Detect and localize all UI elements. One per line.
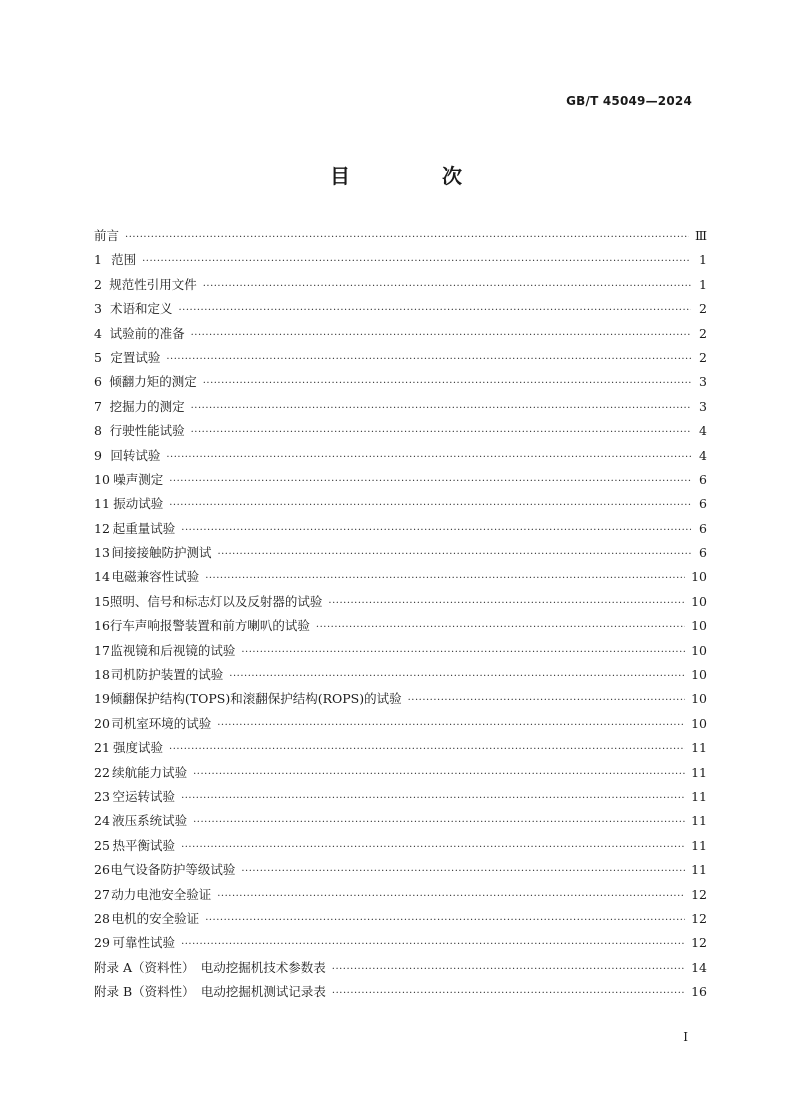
toc-entry[interactable] (94, 860, 707, 884)
toc-entry-page: 11 (691, 764, 707, 780)
toc-entry-number: 24 (94, 813, 110, 829)
toc-entry-label: 空运转试验 (112, 788, 176, 804)
toc-entry-number: 13 (94, 545, 110, 561)
toc-entry-page: 4 (699, 447, 707, 463)
page-number: I (683, 1030, 688, 1044)
toc-entry-label: 强度试验 (113, 740, 164, 756)
toc-entry-page: 12 (691, 910, 707, 926)
toc-entry[interactable] (94, 397, 707, 421)
toc-entry-number: 23 (94, 788, 110, 804)
dot-leader (181, 525, 691, 536)
toc-entry-label: 司机室环境的试验 (111, 715, 212, 731)
toc-entry-page: 3 (699, 398, 707, 414)
toc-entry-label: 电机的安全验证 (111, 910, 200, 926)
toc-entry-number: 14 (94, 569, 110, 585)
toc-entry-page: 6 (699, 545, 707, 561)
toc-entry-page: 3 (699, 374, 707, 390)
dot-leader (408, 695, 685, 706)
dot-leader (328, 598, 685, 609)
dot-leader (316, 622, 685, 633)
standard-code: GB/T 45049—2024 (566, 94, 692, 108)
toc-entry-label: 附录 B（资料性） 电动挖掘机测试记录表 (94, 984, 326, 1000)
toc-entry-number: 11 (94, 496, 110, 512)
toc-entry-number: 20 (94, 715, 110, 731)
toc-entry-number: 6 (94, 374, 102, 390)
toc-entry-label: 振动试验 (113, 496, 164, 512)
dot-leader (241, 647, 685, 658)
dot-leader (217, 720, 685, 731)
dot-leader (332, 988, 685, 999)
toc-entry-page: 10 (691, 691, 707, 707)
dot-leader (203, 378, 691, 389)
toc-entry-number: 1 (94, 252, 102, 268)
toc-entry-label: 电气设备防护等级试验 (110, 862, 236, 878)
toc-entry-page: 10 (691, 593, 707, 609)
toc-entry[interactable] (94, 470, 707, 494)
toc-entry[interactable] (94, 299, 707, 323)
toc-entry-label: 倾翻保护结构(TOPS)和滚翻保护结构(ROPS)的试验 (109, 691, 402, 707)
toc-entry[interactable] (94, 324, 707, 348)
toc-entry-label: 司机防护装置的试验 (110, 667, 224, 683)
dot-leader (241, 866, 685, 877)
toc-entry-label: 续航能力试验 (112, 764, 188, 780)
toc-entry-page: 6 (699, 496, 707, 512)
toc-entry[interactable] (94, 714, 707, 738)
toc-entry[interactable] (94, 567, 707, 591)
toc-entry-page: 6 (699, 471, 707, 487)
dot-leader (191, 427, 691, 438)
toc-entry-number: 5 (94, 349, 102, 365)
toc-entry-page: 1 (699, 276, 707, 292)
toc-entry-number: 8 (94, 423, 102, 439)
toc-entry-label: 行车声响报警装置和前方喇叭的试验 (109, 618, 310, 634)
toc-entry-page: 14 (691, 959, 707, 975)
toc-entry[interactable] (94, 811, 707, 835)
toc-entry-label: 监视镜和后视镜的试验 (110, 642, 236, 658)
toc-entry[interactable] (94, 421, 707, 445)
toc-entry-page: 1 (699, 252, 707, 268)
toc-entry[interactable] (94, 275, 707, 299)
dot-leader (178, 305, 691, 316)
toc-entry[interactable] (94, 372, 707, 396)
toc-entry-number: 9 (94, 447, 102, 463)
toc-entry-page: 2 (699, 325, 707, 341)
dot-leader (229, 671, 685, 682)
toc-entry-page: 10 (691, 715, 707, 731)
toc-entry[interactable] (94, 494, 707, 518)
toc-entry-label: 试验前的准备 (109, 325, 185, 341)
toc-entry[interactable] (94, 958, 707, 982)
dot-leader (125, 232, 689, 243)
toc-entry-page: 16 (691, 984, 707, 1000)
toc-entry-number: 27 (94, 886, 110, 902)
dot-leader (191, 330, 691, 341)
toc-entry-label: 可靠性试验 (112, 935, 176, 951)
dot-leader (332, 964, 685, 975)
dot-leader (169, 744, 685, 755)
toc-entry-label: 定置试验 (110, 349, 161, 365)
toc-entry[interactable] (94, 763, 707, 787)
dot-leader (205, 573, 685, 584)
toc-entry-page: 11 (691, 740, 707, 756)
dot-leader (169, 476, 691, 487)
dot-leader (181, 939, 685, 950)
toc-entry[interactable] (94, 982, 707, 1006)
toc-entry-number: 26 (94, 862, 110, 878)
toc-entry[interactable] (94, 446, 707, 470)
toc-entry-number: 29 (94, 935, 110, 951)
dot-leader (142, 256, 691, 267)
dot-leader (166, 354, 691, 365)
dot-leader (217, 891, 685, 902)
toc-entry-label: 行驶性能试验 (109, 423, 185, 439)
toc-entry[interactable] (94, 885, 707, 909)
toc-entry-page: 11 (691, 813, 707, 829)
toc-entry-number: 16 (94, 618, 110, 634)
dot-leader (166, 452, 691, 463)
toc-entry[interactable] (94, 641, 707, 665)
toc-entry-number: 25 (94, 837, 110, 853)
toc-entry-label: 照明、信号和标志灯以及反射器的试验 (109, 593, 323, 609)
toc-entry[interactable] (94, 787, 707, 811)
dot-leader (181, 842, 685, 853)
toc-entry-page: 11 (691, 862, 707, 878)
page-title: 目 次 (330, 164, 498, 188)
toc-entry-page: 10 (691, 642, 707, 658)
dot-leader (169, 500, 691, 511)
toc-entry[interactable] (94, 226, 707, 250)
dot-leader (191, 403, 691, 414)
toc-entry-number: 28 (94, 910, 110, 926)
toc-entry-page: 10 (691, 667, 707, 683)
dot-leader (205, 915, 685, 926)
toc-entry-number: 17 (94, 642, 110, 658)
toc-entry-page: 11 (691, 837, 707, 853)
toc-entry[interactable] (94, 738, 707, 762)
dot-leader (181, 793, 685, 804)
toc-entry-number: 4 (94, 325, 102, 341)
toc-entry-label: 起重量试验 (112, 520, 176, 536)
toc-entry[interactable] (94, 592, 707, 616)
toc-entry-page: 11 (691, 788, 707, 804)
toc-entry[interactable] (94, 836, 707, 860)
toc-entry-number: 7 (94, 398, 102, 414)
toc-entry[interactable] (94, 616, 707, 640)
toc-entry-number: 15 (94, 593, 110, 609)
toc-entry[interactable] (94, 933, 707, 957)
table-of-contents (94, 226, 707, 1007)
toc-entry-page: 4 (699, 423, 707, 439)
toc-entry-number: 10 (94, 471, 110, 487)
toc-entry[interactable] (94, 909, 707, 933)
dot-leader (203, 281, 691, 292)
toc-entry-label: 附录 A（资料性） 电动挖掘机技术参数表 (94, 959, 326, 975)
toc-entry-page: 10 (691, 569, 707, 585)
toc-entry[interactable] (94, 665, 707, 689)
toc-entry[interactable] (94, 250, 707, 274)
toc-entry-page: Ⅲ (694, 228, 707, 243)
toc-entry-label: 挖掘力的测定 (109, 398, 185, 414)
toc-entry-page: 6 (699, 520, 707, 536)
toc-entry-label: 范围 (111, 252, 137, 268)
toc-entry-label: 电磁兼容性试验 (111, 569, 200, 585)
toc-entry-number: 21 (94, 740, 110, 756)
toc-entry[interactable] (94, 543, 707, 567)
toc-entry-label: 液压系统试验 (112, 813, 188, 829)
toc-entry-page: 12 (691, 935, 707, 951)
toc-entry-label: 噪声测定 (113, 471, 164, 487)
toc-entry-page: 10 (691, 618, 707, 634)
toc-entry-number: 22 (94, 764, 110, 780)
toc-entry[interactable] (94, 689, 707, 713)
toc-entry-number: 12 (94, 520, 110, 536)
toc-entry-number: 2 (94, 276, 102, 292)
toc-entry-label: 前言 (94, 228, 120, 243)
toc-entry-label: 动力电池安全验证 (111, 886, 212, 902)
toc-entry-page: 12 (691, 886, 707, 902)
toc-entry-label: 热平衡试验 (112, 837, 176, 853)
toc-entry-number: 3 (94, 301, 102, 317)
toc-entry-label: 间接接触防护测试 (111, 545, 212, 561)
toc-entry-number: 18 (94, 667, 110, 683)
dot-leader (193, 769, 685, 780)
toc-entry[interactable] (94, 348, 707, 372)
toc-entry-number: 19 (94, 691, 110, 707)
toc-entry-label: 回转试验 (110, 447, 161, 463)
dot-leader (193, 817, 685, 828)
toc-entry[interactable] (94, 519, 707, 543)
toc-entry-label: 术语和定义 (109, 301, 173, 317)
toc-entry-label: 规范性引用文件 (109, 276, 197, 292)
dot-leader (217, 549, 691, 560)
toc-entry-label: 倾翻力矩的测定 (109, 374, 197, 390)
toc-entry-page: 2 (699, 301, 707, 317)
toc-entry-page: 2 (699, 349, 707, 365)
